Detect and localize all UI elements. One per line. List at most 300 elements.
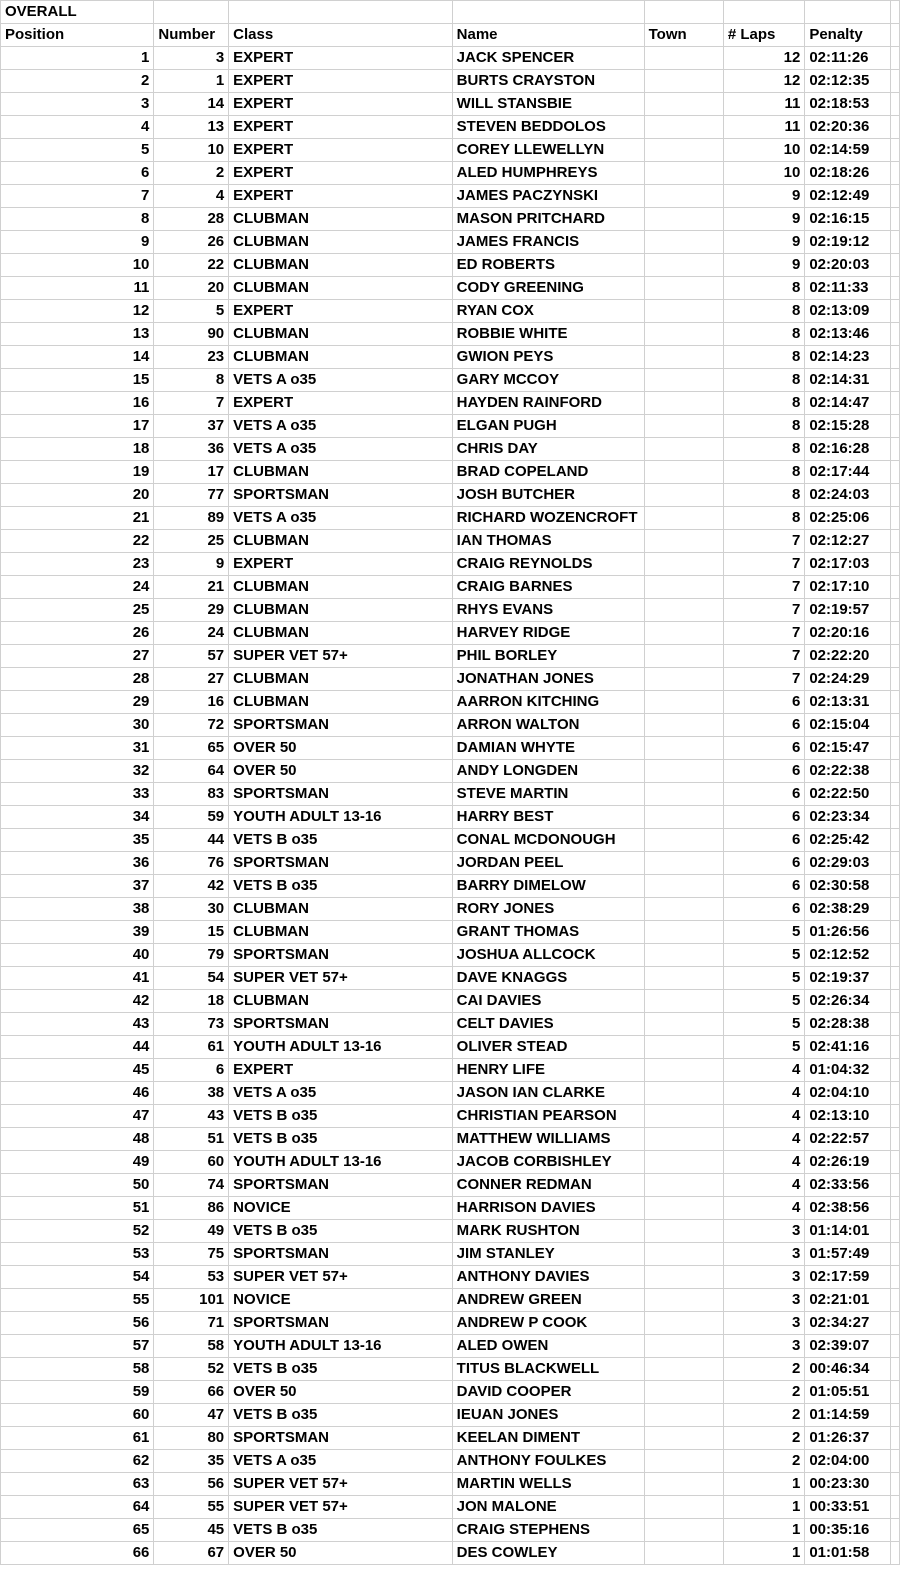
- cell-position[interactable]: 44: [1, 1036, 154, 1059]
- cell-town[interactable]: [644, 323, 723, 346]
- empty-cell[interactable]: [890, 875, 899, 898]
- cell-name[interactable]: RYAN COX: [452, 300, 644, 323]
- cell-number[interactable]: 16: [154, 691, 229, 714]
- cell-number[interactable]: 66: [154, 1381, 229, 1404]
- cell-position[interactable]: 26: [1, 622, 154, 645]
- cell-town[interactable]: [644, 622, 723, 645]
- cell-position[interactable]: 48: [1, 1128, 154, 1151]
- cell-position[interactable]: 43: [1, 1013, 154, 1036]
- cell-number[interactable]: 52: [154, 1358, 229, 1381]
- cell-name[interactable]: ALED OWEN: [452, 1335, 644, 1358]
- cell-number[interactable]: 36: [154, 438, 229, 461]
- empty-cell[interactable]: [452, 1, 644, 24]
- empty-cell[interactable]: [805, 1, 891, 24]
- cell-number[interactable]: 18: [154, 990, 229, 1013]
- cell-position[interactable]: 57: [1, 1335, 154, 1358]
- cell-town[interactable]: [644, 875, 723, 898]
- empty-cell[interactable]: [154, 1, 229, 24]
- cell-name[interactable]: CAI DAVIES: [452, 990, 644, 1013]
- empty-cell[interactable]: [890, 898, 899, 921]
- cell-town[interactable]: [644, 806, 723, 829]
- empty-cell[interactable]: [890, 1197, 899, 1220]
- cell-position[interactable]: 58: [1, 1358, 154, 1381]
- cell-name[interactable]: ANDY LONGDEN: [452, 760, 644, 783]
- cell-class[interactable]: SPORTSMAN: [229, 852, 453, 875]
- cell-number[interactable]: 30: [154, 898, 229, 921]
- cell-class[interactable]: SUPER VET 57+: [229, 1266, 453, 1289]
- cell-number[interactable]: 7: [154, 392, 229, 415]
- cell-position[interactable]: 34: [1, 806, 154, 829]
- cell-laps[interactable]: 4: [723, 1151, 804, 1174]
- cell-number[interactable]: 43: [154, 1105, 229, 1128]
- cell-number[interactable]: 72: [154, 714, 229, 737]
- cell-name[interactable]: KEELAN DIMENT: [452, 1427, 644, 1450]
- cell-laps[interactable]: 2: [723, 1450, 804, 1473]
- empty-cell[interactable]: [890, 1381, 899, 1404]
- cell-position[interactable]: 25: [1, 599, 154, 622]
- cell-position[interactable]: 45: [1, 1059, 154, 1082]
- cell-class[interactable]: SPORTSMAN: [229, 1427, 453, 1450]
- empty-cell[interactable]: [890, 70, 899, 93]
- cell-town[interactable]: [644, 1496, 723, 1519]
- cell-position[interactable]: 59: [1, 1381, 154, 1404]
- cell-position[interactable]: 6: [1, 162, 154, 185]
- cell-class[interactable]: CLUBMAN: [229, 323, 453, 346]
- cell-town[interactable]: [644, 1036, 723, 1059]
- cell-laps[interactable]: 4: [723, 1197, 804, 1220]
- cell-name[interactable]: PHIL BORLEY: [452, 645, 644, 668]
- header-laps[interactable]: # Laps: [723, 24, 804, 47]
- empty-cell[interactable]: [890, 599, 899, 622]
- cell-class[interactable]: SPORTSMAN: [229, 714, 453, 737]
- cell-town[interactable]: [644, 1381, 723, 1404]
- cell-class[interactable]: CLUBMAN: [229, 691, 453, 714]
- cell-name[interactable]: TITUS BLACKWELL: [452, 1358, 644, 1381]
- empty-cell[interactable]: [890, 829, 899, 852]
- cell-number[interactable]: 1: [154, 70, 229, 93]
- cell-laps[interactable]: 6: [723, 691, 804, 714]
- header-position[interactable]: Position: [1, 24, 154, 47]
- empty-cell[interactable]: [890, 553, 899, 576]
- cell-name[interactable]: JACK SPENCER: [452, 47, 644, 70]
- empty-cell[interactable]: [890, 139, 899, 162]
- empty-cell[interactable]: [890, 737, 899, 760]
- cell-number[interactable]: 51: [154, 1128, 229, 1151]
- cell-name[interactable]: ANTHONY DAVIES: [452, 1266, 644, 1289]
- cell-class[interactable]: OVER 50: [229, 1542, 453, 1565]
- cell-penalty[interactable]: 02:12:27: [805, 530, 891, 553]
- cell-position[interactable]: 28: [1, 668, 154, 691]
- empty-cell[interactable]: [890, 208, 899, 231]
- cell-number[interactable]: 26: [154, 231, 229, 254]
- cell-name[interactable]: DES COWLEY: [452, 1542, 644, 1565]
- cell-class[interactable]: VETS A o35: [229, 369, 453, 392]
- cell-laps[interactable]: 7: [723, 530, 804, 553]
- cell-town[interactable]: [644, 70, 723, 93]
- cell-number[interactable]: 49: [154, 1220, 229, 1243]
- cell-penalty[interactable]: 02:22:57: [805, 1128, 891, 1151]
- cell-laps[interactable]: 7: [723, 668, 804, 691]
- cell-penalty[interactable]: 02:04:10: [805, 1082, 891, 1105]
- cell-name[interactable]: ANDREW P COOK: [452, 1312, 644, 1335]
- cell-name[interactable]: JASON IAN CLARKE: [452, 1082, 644, 1105]
- cell-laps[interactable]: 2: [723, 1358, 804, 1381]
- empty-cell[interactable]: [890, 1, 899, 24]
- cell-town[interactable]: [644, 93, 723, 116]
- empty-cell[interactable]: [890, 1151, 899, 1174]
- empty-cell[interactable]: [890, 1404, 899, 1427]
- cell-position[interactable]: 37: [1, 875, 154, 898]
- empty-cell[interactable]: [890, 484, 899, 507]
- cell-name[interactable]: JACOB CORBISHLEY: [452, 1151, 644, 1174]
- cell-position[interactable]: 19: [1, 461, 154, 484]
- cell-town[interactable]: [644, 1013, 723, 1036]
- cell-laps[interactable]: 5: [723, 921, 804, 944]
- empty-cell[interactable]: [890, 1358, 899, 1381]
- cell-laps[interactable]: 8: [723, 438, 804, 461]
- cell-class[interactable]: EXPERT: [229, 70, 453, 93]
- cell-class[interactable]: CLUBMAN: [229, 668, 453, 691]
- cell-number[interactable]: 2: [154, 162, 229, 185]
- cell-town[interactable]: [644, 1105, 723, 1128]
- cell-penalty[interactable]: 02:16:15: [805, 208, 891, 231]
- cell-name[interactable]: BURTS CRAYSTON: [452, 70, 644, 93]
- header-class[interactable]: Class: [229, 24, 453, 47]
- cell-town[interactable]: [644, 1082, 723, 1105]
- cell-town[interactable]: [644, 392, 723, 415]
- cell-class[interactable]: OVER 50: [229, 1381, 453, 1404]
- empty-cell[interactable]: [890, 47, 899, 70]
- cell-town[interactable]: [644, 254, 723, 277]
- cell-town[interactable]: [644, 1059, 723, 1082]
- cell-name[interactable]: HARVEY RIDGE: [452, 622, 644, 645]
- empty-cell[interactable]: [890, 852, 899, 875]
- cell-laps[interactable]: 8: [723, 346, 804, 369]
- cell-class[interactable]: YOUTH ADULT 13-16: [229, 1036, 453, 1059]
- cell-position[interactable]: 42: [1, 990, 154, 1013]
- cell-penalty[interactable]: 02:22:20: [805, 645, 891, 668]
- cell-class[interactable]: VETS B o35: [229, 1128, 453, 1151]
- cell-penalty[interactable]: 02:22:38: [805, 760, 891, 783]
- header-town[interactable]: Town: [644, 24, 723, 47]
- cell-position[interactable]: 8: [1, 208, 154, 231]
- cell-class[interactable]: EXPERT: [229, 47, 453, 70]
- cell-number[interactable]: 65: [154, 737, 229, 760]
- cell-position[interactable]: 14: [1, 346, 154, 369]
- cell-class[interactable]: VETS A o35: [229, 438, 453, 461]
- cell-class[interactable]: EXPERT: [229, 553, 453, 576]
- cell-number[interactable]: 23: [154, 346, 229, 369]
- cell-laps[interactable]: 9: [723, 208, 804, 231]
- cell-number[interactable]: 61: [154, 1036, 229, 1059]
- cell-town[interactable]: [644, 1197, 723, 1220]
- empty-cell[interactable]: [229, 1, 453, 24]
- cell-penalty[interactable]: 01:01:58: [805, 1542, 891, 1565]
- cell-name[interactable]: ARRON WALTON: [452, 714, 644, 737]
- cell-number[interactable]: 28: [154, 208, 229, 231]
- cell-penalty[interactable]: 01:57:49: [805, 1243, 891, 1266]
- cell-position[interactable]: 17: [1, 415, 154, 438]
- cell-class[interactable]: SUPER VET 57+: [229, 1473, 453, 1496]
- cell-name[interactable]: HARRY BEST: [452, 806, 644, 829]
- empty-cell[interactable]: [890, 645, 899, 668]
- cell-position[interactable]: 51: [1, 1197, 154, 1220]
- empty-cell[interactable]: [890, 1542, 899, 1565]
- empty-cell[interactable]: [890, 461, 899, 484]
- cell-penalty[interactable]: 02:11:33: [805, 277, 891, 300]
- cell-number[interactable]: 54: [154, 967, 229, 990]
- cell-number[interactable]: 24: [154, 622, 229, 645]
- cell-number[interactable]: 21: [154, 576, 229, 599]
- cell-penalty[interactable]: 02:13:10: [805, 1105, 891, 1128]
- cell-town[interactable]: [644, 1335, 723, 1358]
- empty-cell[interactable]: [890, 438, 899, 461]
- cell-town[interactable]: [644, 576, 723, 599]
- cell-position[interactable]: 55: [1, 1289, 154, 1312]
- empty-cell[interactable]: [890, 277, 899, 300]
- cell-town[interactable]: [644, 185, 723, 208]
- cell-class[interactable]: YOUTH ADULT 13-16: [229, 1335, 453, 1358]
- cell-class[interactable]: CLUBMAN: [229, 461, 453, 484]
- empty-cell[interactable]: [890, 162, 899, 185]
- cell-class[interactable]: VETS B o35: [229, 1519, 453, 1542]
- cell-name[interactable]: ANTHONY FOULKES: [452, 1450, 644, 1473]
- cell-penalty[interactable]: 01:26:37: [805, 1427, 891, 1450]
- empty-cell[interactable]: [890, 1427, 899, 1450]
- cell-name[interactable]: BARRY DIMELOW: [452, 875, 644, 898]
- cell-position[interactable]: 30: [1, 714, 154, 737]
- cell-class[interactable]: SPORTSMAN: [229, 783, 453, 806]
- empty-cell[interactable]: [890, 530, 899, 553]
- cell-position[interactable]: 2: [1, 70, 154, 93]
- cell-laps[interactable]: 8: [723, 277, 804, 300]
- cell-town[interactable]: [644, 829, 723, 852]
- empty-cell[interactable]: [890, 1450, 899, 1473]
- cell-name[interactable]: CODY GREENING: [452, 277, 644, 300]
- cell-laps[interactable]: 3: [723, 1243, 804, 1266]
- cell-position[interactable]: 1: [1, 47, 154, 70]
- cell-town[interactable]: [644, 300, 723, 323]
- cell-town[interactable]: [644, 507, 723, 530]
- cell-laps[interactable]: 7: [723, 645, 804, 668]
- header-penalty[interactable]: Penalty: [805, 24, 891, 47]
- cell-penalty[interactable]: 02:21:01: [805, 1289, 891, 1312]
- cell-class[interactable]: YOUTH ADULT 13-16: [229, 806, 453, 829]
- empty-cell[interactable]: [723, 1, 804, 24]
- cell-position[interactable]: 50: [1, 1174, 154, 1197]
- cell-position[interactable]: 36: [1, 852, 154, 875]
- cell-penalty[interactable]: 02:17:10: [805, 576, 891, 599]
- cell-town[interactable]: [644, 737, 723, 760]
- cell-number[interactable]: 76: [154, 852, 229, 875]
- cell-number[interactable]: 37: [154, 415, 229, 438]
- empty-cell[interactable]: [890, 714, 899, 737]
- cell-name[interactable]: WILL STANSBIE: [452, 93, 644, 116]
- cell-town[interactable]: [644, 116, 723, 139]
- cell-number[interactable]: 86: [154, 1197, 229, 1220]
- cell-town[interactable]: [644, 599, 723, 622]
- empty-cell[interactable]: [890, 116, 899, 139]
- cell-class[interactable]: VETS B o35: [229, 829, 453, 852]
- cell-name[interactable]: STEVEN BEDDOLOS: [452, 116, 644, 139]
- cell-number[interactable]: 55: [154, 1496, 229, 1519]
- cell-town[interactable]: [644, 1450, 723, 1473]
- cell-town[interactable]: [644, 1542, 723, 1565]
- cell-position[interactable]: 21: [1, 507, 154, 530]
- cell-penalty[interactable]: 02:14:59: [805, 139, 891, 162]
- cell-name[interactable]: RICHARD WOZENCROFT: [452, 507, 644, 530]
- cell-town[interactable]: [644, 944, 723, 967]
- empty-cell[interactable]: [890, 691, 899, 714]
- cell-name[interactable]: GRANT THOMAS: [452, 921, 644, 944]
- cell-number[interactable]: 56: [154, 1473, 229, 1496]
- cell-penalty[interactable]: 02:12:52: [805, 944, 891, 967]
- cell-town[interactable]: [644, 668, 723, 691]
- cell-class[interactable]: CLUBMAN: [229, 346, 453, 369]
- cell-position[interactable]: 13: [1, 323, 154, 346]
- cell-penalty[interactable]: 01:04:32: [805, 1059, 891, 1082]
- cell-number[interactable]: 45: [154, 1519, 229, 1542]
- cell-penalty[interactable]: 02:39:07: [805, 1335, 891, 1358]
- cell-class[interactable]: VETS A o35: [229, 507, 453, 530]
- cell-name[interactable]: IAN THOMAS: [452, 530, 644, 553]
- cell-position[interactable]: 10: [1, 254, 154, 277]
- cell-name[interactable]: DAVE KNAGGS: [452, 967, 644, 990]
- cell-position[interactable]: 16: [1, 392, 154, 415]
- cell-laps[interactable]: 1: [723, 1519, 804, 1542]
- empty-cell[interactable]: [890, 1243, 899, 1266]
- cell-number[interactable]: 53: [154, 1266, 229, 1289]
- cell-number[interactable]: 6: [154, 1059, 229, 1082]
- cell-laps[interactable]: 6: [723, 898, 804, 921]
- empty-cell[interactable]: [890, 415, 899, 438]
- cell-number[interactable]: 5: [154, 300, 229, 323]
- empty-cell[interactable]: [890, 323, 899, 346]
- cell-penalty[interactable]: 02:23:34: [805, 806, 891, 829]
- cell-position[interactable]: 38: [1, 898, 154, 921]
- cell-penalty[interactable]: 00:23:30: [805, 1473, 891, 1496]
- cell-class[interactable]: VETS B o35: [229, 1358, 453, 1381]
- cell-number[interactable]: 101: [154, 1289, 229, 1312]
- cell-laps[interactable]: 5: [723, 967, 804, 990]
- cell-class[interactable]: SPORTSMAN: [229, 1243, 453, 1266]
- cell-number[interactable]: 42: [154, 875, 229, 898]
- empty-cell[interactable]: [644, 1, 723, 24]
- cell-name[interactable]: JAMES PACZYNSKI: [452, 185, 644, 208]
- cell-class[interactable]: SPORTSMAN: [229, 484, 453, 507]
- cell-position[interactable]: 54: [1, 1266, 154, 1289]
- cell-penalty[interactable]: 02:34:27: [805, 1312, 891, 1335]
- cell-laps[interactable]: 5: [723, 1036, 804, 1059]
- cell-position[interactable]: 32: [1, 760, 154, 783]
- cell-town[interactable]: [644, 1151, 723, 1174]
- cell-penalty[interactable]: 02:15:04: [805, 714, 891, 737]
- cell-name[interactable]: OLIVER STEAD: [452, 1036, 644, 1059]
- cell-laps[interactable]: 3: [723, 1266, 804, 1289]
- cell-position[interactable]: 60: [1, 1404, 154, 1427]
- cell-position[interactable]: 63: [1, 1473, 154, 1496]
- cell-position[interactable]: 40: [1, 944, 154, 967]
- cell-laps[interactable]: 4: [723, 1174, 804, 1197]
- cell-town[interactable]: [644, 1266, 723, 1289]
- cell-number[interactable]: 64: [154, 760, 229, 783]
- cell-town[interactable]: [644, 1128, 723, 1151]
- cell-town[interactable]: [644, 783, 723, 806]
- cell-number[interactable]: 60: [154, 1151, 229, 1174]
- cell-number[interactable]: 10: [154, 139, 229, 162]
- cell-name[interactable]: STEVE MARTIN: [452, 783, 644, 806]
- cell-number[interactable]: 44: [154, 829, 229, 852]
- cell-name[interactable]: ED ROBERTS: [452, 254, 644, 277]
- cell-class[interactable]: NOVICE: [229, 1289, 453, 1312]
- cell-class[interactable]: NOVICE: [229, 1197, 453, 1220]
- cell-class[interactable]: CLUBMAN: [229, 208, 453, 231]
- cell-class[interactable]: CLUBMAN: [229, 921, 453, 944]
- cell-penalty[interactable]: 02:22:50: [805, 783, 891, 806]
- cell-penalty[interactable]: 02:11:26: [805, 47, 891, 70]
- cell-town[interactable]: [644, 1358, 723, 1381]
- cell-town[interactable]: [644, 1243, 723, 1266]
- cell-laps[interactable]: 9: [723, 185, 804, 208]
- cell-laps[interactable]: 11: [723, 93, 804, 116]
- cell-name[interactable]: AARRON KITCHING: [452, 691, 644, 714]
- cell-position[interactable]: 53: [1, 1243, 154, 1266]
- cell-name[interactable]: CELT DAVIES: [452, 1013, 644, 1036]
- cell-position[interactable]: 41: [1, 967, 154, 990]
- cell-town[interactable]: [644, 415, 723, 438]
- cell-class[interactable]: YOUTH ADULT 13-16: [229, 1151, 453, 1174]
- cell-penalty[interactable]: 02:14:31: [805, 369, 891, 392]
- cell-laps[interactable]: 5: [723, 1013, 804, 1036]
- cell-name[interactable]: BRAD COPELAND: [452, 461, 644, 484]
- cell-penalty[interactable]: 01:14:01: [805, 1220, 891, 1243]
- cell-name[interactable]: CHRISTIAN PEARSON: [452, 1105, 644, 1128]
- cell-laps[interactable]: 3: [723, 1220, 804, 1243]
- cell-laps[interactable]: 5: [723, 990, 804, 1013]
- cell-town[interactable]: [644, 139, 723, 162]
- cell-number[interactable]: 13: [154, 116, 229, 139]
- cell-position[interactable]: 56: [1, 1312, 154, 1335]
- cell-town[interactable]: [644, 231, 723, 254]
- cell-number[interactable]: 14: [154, 93, 229, 116]
- cell-position[interactable]: 46: [1, 1082, 154, 1105]
- cell-laps[interactable]: 8: [723, 323, 804, 346]
- empty-cell[interactable]: [890, 1013, 899, 1036]
- cell-name[interactable]: GARY MCCOY: [452, 369, 644, 392]
- cell-town[interactable]: [644, 990, 723, 1013]
- cell-penalty[interactable]: 02:26:34: [805, 990, 891, 1013]
- cell-laps[interactable]: 6: [723, 737, 804, 760]
- cell-laps[interactable]: 6: [723, 829, 804, 852]
- cell-laps[interactable]: 8: [723, 300, 804, 323]
- cell-laps[interactable]: 2: [723, 1381, 804, 1404]
- cell-laps[interactable]: 10: [723, 139, 804, 162]
- empty-cell[interactable]: [890, 921, 899, 944]
- cell-town[interactable]: [644, 346, 723, 369]
- cell-town[interactable]: [644, 852, 723, 875]
- cell-position[interactable]: 12: [1, 300, 154, 323]
- cell-name[interactable]: RHYS EVANS: [452, 599, 644, 622]
- cell-position[interactable]: 65: [1, 1519, 154, 1542]
- cell-penalty[interactable]: 02:17:44: [805, 461, 891, 484]
- cell-number[interactable]: 57: [154, 645, 229, 668]
- cell-class[interactable]: CLUBMAN: [229, 990, 453, 1013]
- cell-town[interactable]: [644, 921, 723, 944]
- cell-position[interactable]: 33: [1, 783, 154, 806]
- cell-class[interactable]: CLUBMAN: [229, 622, 453, 645]
- empty-cell[interactable]: [890, 1082, 899, 1105]
- cell-number[interactable]: 15: [154, 921, 229, 944]
